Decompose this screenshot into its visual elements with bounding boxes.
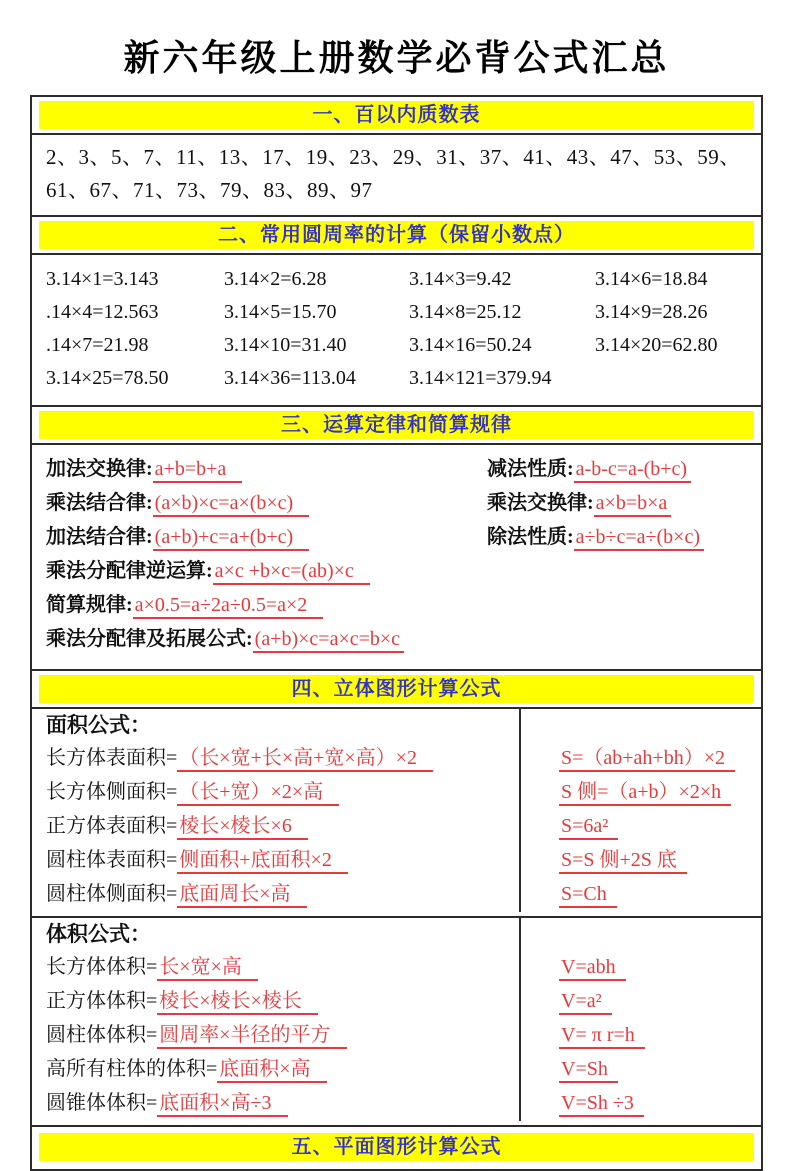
law-formula: a×b=b×a — [594, 492, 672, 517]
symbol-formula: V=a² — [559, 990, 612, 1015]
formula-row — [32, 810, 761, 844]
formula-row — [32, 878, 761, 916]
volume-section-title: 体积公式： — [46, 922, 151, 946]
law-row — [46, 521, 747, 555]
section-3-header-text: 三、运算定律和简算规律 — [39, 411, 754, 439]
section-4-header — [32, 671, 761, 709]
law-formula: a÷b÷c=a÷(b×c) — [574, 526, 704, 551]
law-label: 乘法交换律: — [487, 492, 594, 514]
row-label: 圆柱体体积= — [46, 1024, 158, 1046]
formula-row — [32, 1053, 761, 1087]
row-formula: 底面积×高 — [217, 1058, 326, 1083]
row-formula: 棱长×棱长×棱长 — [157, 990, 318, 1015]
pi-cell: 3.14×3=9.42 — [409, 268, 512, 290]
section-2-header — [32, 217, 761, 255]
formula-row — [32, 1087, 761, 1125]
law-row — [46, 623, 747, 657]
row-label: 圆锥体体积= — [46, 1092, 158, 1114]
pi-table-row — [46, 329, 747, 362]
pi-cell: 3.14×10=31.40 — [224, 334, 347, 356]
symbol-formula: S=6a² — [559, 815, 618, 840]
formula-row — [32, 985, 761, 1019]
page-title: 新六年级上册数学必背公式汇总 — [123, 38, 670, 78]
row-formula: 长×宽×高 — [157, 956, 258, 981]
row-formula: 圆周率×半径的平方 — [157, 1024, 346, 1049]
symbol-formula: V=Sh ÷3 — [559, 1092, 644, 1117]
law-formula: (a+b)×c=a×c=b×c — [253, 628, 404, 653]
law-label: 乘法结合律: — [46, 492, 153, 514]
row-label: 长方体表面积= — [46, 747, 178, 769]
law-formula: a-b-c=a-(b+c) — [574, 458, 691, 483]
formula-row — [32, 918, 761, 951]
law-label: 简算规律: — [46, 594, 133, 616]
pi-cell: .14×4=12.563 — [46, 301, 159, 323]
formula-row — [32, 776, 761, 810]
formula-row — [32, 1019, 761, 1053]
law-item — [46, 487, 487, 521]
formula-row — [32, 742, 761, 776]
section-1-header-text: 一、百以内质数表 — [39, 101, 754, 129]
law-formula: a×c +b×c=(ab)×c — [213, 560, 370, 585]
law-row — [46, 555, 747, 589]
row-label: 长方体侧面积= — [46, 781, 178, 803]
row-formula: 侧面积+底面积×2 — [177, 849, 348, 874]
pi-cell: 3.14×36=113.04 — [224, 367, 356, 389]
row-label: 高所有柱体的体积= — [46, 1058, 218, 1080]
law-formula: (a×b)×c=a×(b×c) — [153, 492, 310, 517]
pi-table-row — [46, 296, 747, 329]
row-formula: （长×宽+长×高+宽×高）×2 — [177, 747, 433, 772]
row-formula: 底面周长×高 — [177, 883, 306, 908]
section-5-header-text: 五、平面图形计算公式 — [39, 1133, 754, 1161]
pi-cell — [595, 362, 747, 395]
row-formula: 棱长×棱长×6 — [177, 815, 308, 840]
symbol-formula: S 侧=（a+b）×2×h — [559, 781, 731, 806]
section-4-header-text: 四、立体图形计算公式 — [39, 675, 754, 703]
pi-cell: 3.14×16=50.24 — [409, 334, 532, 356]
row-formula: 底面积×高÷3 — [157, 1092, 287, 1117]
row-label: 正方体表面积= — [46, 815, 178, 837]
prime-number-list: 2、3、5、7、11、13、17、19、23、29、31、37、41、43、47、53、59、61、67、71、73、79、83、89、97 — [32, 135, 761, 217]
formula-row — [32, 844, 761, 878]
row-label: 圆柱体表面积= — [46, 849, 178, 871]
law-label: 乘法分配律逆运算: — [46, 560, 213, 582]
law-item — [46, 521, 487, 555]
law-row — [46, 453, 747, 487]
section-1-header — [32, 97, 761, 135]
pi-multiplication-table — [32, 255, 761, 407]
symbol-cell — [519, 709, 761, 742]
volume-formulas — [32, 918, 761, 1127]
symbol-cell — [519, 918, 761, 951]
pi-table-row — [46, 362, 747, 395]
row-formula: （长+宽）×2×高 — [177, 781, 339, 806]
symbol-formula: S=Ch — [559, 883, 617, 908]
symbol-formula: S=（ab+ah+bh）×2 — [559, 747, 735, 772]
pi-cell: 3.14×25=78.50 — [46, 367, 169, 389]
section-2-header-text: 二、常用圆周率的计算（保留小数点） — [39, 221, 754, 249]
pi-cell: 3.14×1=3.143 — [46, 268, 159, 290]
law-formula: a+b=b+a — [153, 458, 243, 483]
law-row — [46, 589, 747, 623]
row-label: 正方体体积= — [46, 990, 158, 1012]
symbol-formula: V=Sh — [559, 1058, 618, 1083]
law-row — [46, 487, 747, 521]
law-label: 加法结合律: — [46, 526, 153, 548]
formula-sheet — [30, 95, 763, 1171]
section-5-header — [32, 1127, 761, 1169]
law-label: 乘法分配律及拓展公式: — [46, 628, 253, 650]
law-label: 减法性质: — [487, 458, 574, 480]
area-section-title: 面积公式： — [46, 713, 151, 737]
surface-area-formulas — [32, 709, 761, 918]
operation-laws — [32, 445, 761, 671]
pi-cell: 3.14×5=15.70 — [224, 301, 337, 323]
row-label: 圆柱体侧面积= — [46, 883, 178, 905]
symbol-formula: V=abh — [559, 956, 626, 981]
symbol-formula: S=S 侧+2S 底 — [559, 849, 687, 874]
law-item — [487, 487, 747, 521]
pi-cell: 3.14×6=18.84 — [595, 268, 708, 290]
pi-cell: .14×7=21.98 — [46, 334, 149, 356]
pi-cell: 3.14×121=379.94 — [409, 367, 552, 389]
pi-cell: 3.14×8=25.12 — [409, 301, 522, 323]
law-item — [487, 453, 747, 487]
law-item — [487, 521, 747, 555]
section-3-header — [32, 407, 761, 445]
formula-row — [32, 709, 761, 742]
symbol-formula: V= π r=h — [559, 1024, 645, 1049]
pi-cell: 3.14×9=28.26 — [595, 301, 708, 323]
pi-table-row — [46, 263, 747, 296]
law-label: 加法交换律: — [46, 458, 153, 480]
law-formula: (a+b)+c=a+(b+c) — [153, 526, 310, 551]
law-item — [46, 453, 487, 487]
formula-row — [32, 951, 761, 985]
law-label: 除法性质: — [487, 526, 574, 548]
row-label: 长方体体积= — [46, 956, 158, 978]
pi-cell: 3.14×2=6.28 — [224, 268, 327, 290]
pi-cell: 3.14×20=62.80 — [595, 334, 718, 356]
law-formula: a×0.5=a÷2a÷0.5=a×2 — [133, 594, 324, 619]
